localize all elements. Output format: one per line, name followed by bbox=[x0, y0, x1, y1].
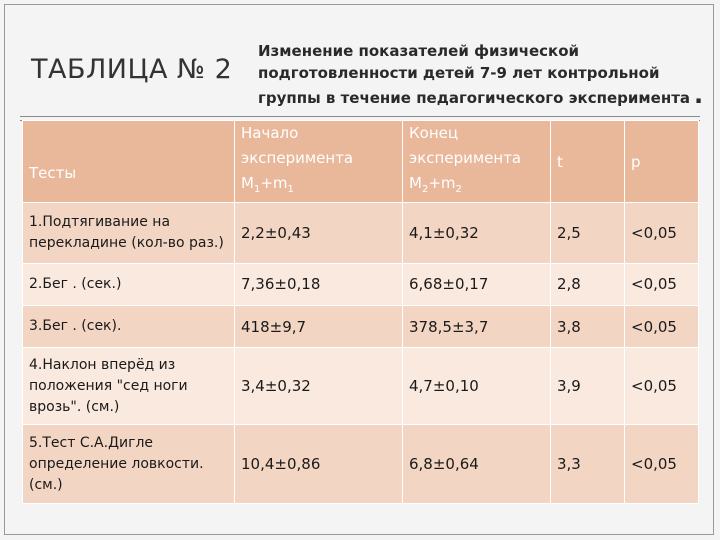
cell-end: 4,1±0,32 bbox=[403, 203, 551, 264]
test-name-line: 3.Бег . (сек). bbox=[29, 318, 122, 335]
header-start-sub2: 1 bbox=[287, 184, 294, 195]
cell-p: <0,05 bbox=[625, 306, 699, 348]
header-p bbox=[625, 121, 699, 203]
table-header-row bbox=[23, 121, 699, 203]
header-start-symbol: M bbox=[241, 174, 254, 192]
header-end-line3 bbox=[409, 171, 544, 202]
cell-t: 3,3 bbox=[551, 425, 625, 504]
cell-t: 2,8 bbox=[551, 263, 625, 305]
header-end-sub2: 2 bbox=[455, 184, 462, 195]
test-name-line: определение ловкости. bbox=[29, 455, 204, 472]
table-caption bbox=[258, 40, 716, 109]
cell-p: <0,05 bbox=[625, 425, 699, 504]
cell-p: <0,05 bbox=[625, 203, 699, 264]
cell-test bbox=[23, 425, 235, 504]
test-name-line: 4.Наклон вперёд из bbox=[29, 356, 176, 373]
cell-end: 4,7±0,10 bbox=[403, 348, 551, 425]
caption-text: Изменение показателей физической подготовленности детей 7-9 лет контрольной группы в течение педагогического эксперимента bbox=[258, 42, 691, 107]
cell-p: <0,05 bbox=[625, 263, 699, 305]
cell-test bbox=[23, 263, 235, 305]
header-end-mid: +m bbox=[428, 174, 456, 192]
table-row bbox=[23, 263, 699, 305]
header-t bbox=[551, 121, 625, 203]
test-name-line: 2.Бег . (сек.) bbox=[29, 275, 122, 292]
cell-start: 3,4±0,32 bbox=[235, 348, 403, 425]
header-end-sub: 2 bbox=[421, 184, 429, 195]
test-name-line: врозь". (см.) bbox=[29, 398, 120, 415]
cell-p: <0,05 bbox=[625, 348, 699, 425]
cell-start: 418±9,7 bbox=[235, 306, 403, 348]
cell-end: 6,68±0,17 bbox=[403, 263, 551, 305]
header-start bbox=[235, 121, 403, 203]
header-tests-label: Тесты bbox=[29, 163, 77, 182]
test-name-line: перекладине (кол-во раз.) bbox=[29, 234, 224, 251]
table-row bbox=[23, 203, 699, 264]
cell-test bbox=[23, 306, 235, 348]
header-start-mid: +m bbox=[260, 174, 288, 192]
cell-t: 3,8 bbox=[551, 306, 625, 348]
table-row bbox=[23, 425, 699, 504]
cell-start: 2,2±0,43 bbox=[235, 203, 403, 264]
header-end-symbol: M bbox=[409, 174, 422, 192]
header-end-line2: эксперимента bbox=[409, 149, 522, 167]
cell-start: 7,36±0,18 bbox=[235, 263, 403, 305]
cell-start: 10,4±0,86 bbox=[235, 425, 403, 504]
divider-line bbox=[20, 116, 700, 117]
header-tests bbox=[23, 121, 235, 203]
test-name-line: положения "сед ноги bbox=[29, 377, 188, 394]
header-start-line3 bbox=[241, 171, 396, 202]
header-t-label: t bbox=[557, 152, 563, 171]
header-p-label: p bbox=[631, 152, 641, 171]
test-name-line: 5.Тест С.А.Дигле bbox=[29, 434, 154, 451]
test-name-line: 1.Подтягивание на bbox=[29, 213, 171, 230]
header-end-line1: Конец bbox=[409, 124, 459, 142]
header-start-sub: 1 bbox=[253, 184, 261, 195]
caption-end-mark: . bbox=[694, 81, 704, 109]
table-row bbox=[23, 306, 699, 348]
table-row bbox=[23, 348, 699, 425]
cell-t: 3,9 bbox=[551, 348, 625, 425]
table-number-heading: ТАБЛИЦА № 2 bbox=[31, 54, 233, 85]
header-start-line1: Начало bbox=[241, 124, 299, 142]
cell-t: 2,5 bbox=[551, 203, 625, 264]
cell-test bbox=[23, 348, 235, 425]
cell-test bbox=[23, 203, 235, 264]
header-start-line2: эксперимента bbox=[241, 149, 354, 167]
cell-end: 6,8±0,64 bbox=[403, 425, 551, 504]
results-table bbox=[22, 120, 699, 504]
header-end bbox=[403, 121, 551, 203]
test-name-line: (см.) bbox=[29, 476, 63, 493]
cell-end: 378,5±3,7 bbox=[403, 306, 551, 348]
